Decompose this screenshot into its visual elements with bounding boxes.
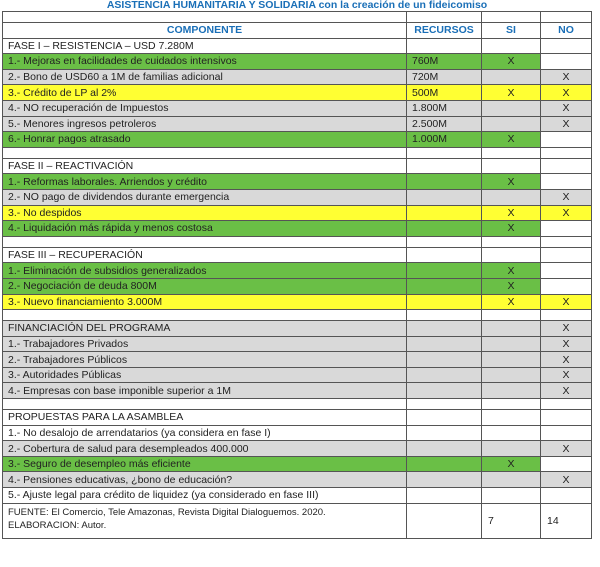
spacer-cell xyxy=(3,236,407,247)
table-row xyxy=(3,205,592,221)
table-row xyxy=(3,263,592,279)
section-heading-no: X xyxy=(541,321,592,337)
header-si: SI xyxy=(482,23,541,39)
row-si-mark xyxy=(482,383,541,399)
table-row xyxy=(3,221,592,237)
row-no-mark: X xyxy=(541,352,592,368)
row-label: 3.- Autoridades Públicas xyxy=(3,367,407,383)
table-row xyxy=(3,189,592,205)
row-no-mark xyxy=(541,488,592,504)
section-heading-no xyxy=(541,158,592,174)
row-no-mark: X xyxy=(541,472,592,488)
section-heading-row xyxy=(3,321,592,337)
table-container xyxy=(2,0,591,539)
row-label: 5.- Ajuste legal para crédito de liquidez (ya considerado en fase III) xyxy=(3,488,407,504)
row-no-mark: X xyxy=(541,100,592,116)
section-heading-recursos xyxy=(407,247,482,263)
row-si-mark: X xyxy=(482,221,541,237)
section-heading-row xyxy=(3,38,592,54)
row-no-mark: X xyxy=(541,69,592,85)
header-row xyxy=(3,23,592,39)
assistance-table xyxy=(2,0,592,539)
row-recursos: 720M xyxy=(407,69,482,85)
blank-row xyxy=(3,12,592,23)
row-label: 1.- Trabajadores Privados xyxy=(3,336,407,352)
section-heading: PROPUESTAS PARA LA ASAMBLEA xyxy=(3,410,407,426)
section-heading-row xyxy=(3,158,592,174)
spacer-cell xyxy=(407,236,482,247)
row-si-mark: X xyxy=(482,263,541,279)
spacer-cell xyxy=(3,147,407,158)
row-no-mark xyxy=(541,174,592,190)
row-si-mark xyxy=(482,116,541,132)
row-si-mark xyxy=(482,367,541,383)
table-row xyxy=(3,367,592,383)
row-no-mark: X xyxy=(541,189,592,205)
spacer-cell xyxy=(482,236,541,247)
section-heading-si xyxy=(482,321,541,337)
row-recursos: 1.800M xyxy=(407,100,482,116)
row-recursos xyxy=(407,336,482,352)
spacer-cell xyxy=(407,399,482,410)
section-heading-si xyxy=(482,158,541,174)
table-row xyxy=(3,132,592,148)
row-no-mark xyxy=(541,132,592,148)
row-recursos xyxy=(407,367,482,383)
section-heading-recursos xyxy=(407,410,482,426)
spacer-cell xyxy=(407,147,482,158)
table-row xyxy=(3,488,592,504)
row-si-mark: X xyxy=(482,294,541,310)
source-line: FUENTE: El Comercio, Tele Amazonas, Revista Digital Dialoguemos. 2020. xyxy=(8,506,326,518)
footer-row xyxy=(3,503,592,538)
section-heading-recursos xyxy=(407,158,482,174)
row-label: 3.- Crédito de LP al 2% xyxy=(3,85,407,101)
row-si-mark xyxy=(482,472,541,488)
row-no-mark: X xyxy=(541,336,592,352)
table-row xyxy=(3,441,592,457)
table-row xyxy=(3,54,592,70)
table-row xyxy=(3,174,592,190)
table-row xyxy=(3,383,592,399)
row-label: 4.- NO recuperación de Impuestos xyxy=(3,100,407,116)
footer-source xyxy=(3,503,407,538)
row-si-mark xyxy=(482,488,541,504)
row-no-mark xyxy=(541,263,592,279)
row-label: 4.- Empresas con base imponible superior a 1M xyxy=(3,383,407,399)
row-label: 6.- Honrar pagos atrasado xyxy=(3,132,407,148)
section-heading-row xyxy=(3,410,592,426)
row-label: 3.- Nuevo financiamiento 3.000M xyxy=(3,294,407,310)
spacer-cell xyxy=(407,310,482,321)
table-row xyxy=(3,425,592,441)
row-si-mark xyxy=(482,189,541,205)
table-row xyxy=(3,456,592,472)
row-recursos xyxy=(407,456,482,472)
table-title: ASISTENCIA HUMANITARIA Y SOLIDARIA con la creación de un fideicomiso xyxy=(106,0,488,11)
row-no-mark: X xyxy=(541,441,592,457)
row-recursos: 2.500M xyxy=(407,116,482,132)
spacer-row xyxy=(3,147,592,158)
row-recursos xyxy=(407,352,482,368)
table-row xyxy=(3,352,592,368)
row-no-mark xyxy=(541,425,592,441)
section-heading-si xyxy=(482,410,541,426)
row-recursos: 1.000M xyxy=(407,132,482,148)
row-recursos xyxy=(407,221,482,237)
spacer-cell xyxy=(3,310,407,321)
section-heading: FINANCIACIÓN DEL PROGRAMA xyxy=(3,321,407,337)
row-si-mark xyxy=(482,336,541,352)
row-label: 2.- Cobertura de salud para desempleados 400.000 xyxy=(3,441,407,457)
table-row xyxy=(3,69,592,85)
table-row xyxy=(3,278,592,294)
row-label: 3.- No despidos xyxy=(3,205,407,221)
row-label: 1.- No desalojo de arrendatarios (ya considera en fase I) xyxy=(3,425,407,441)
row-recursos: 500M xyxy=(407,85,482,101)
spacer-cell xyxy=(3,399,407,410)
spacer-row xyxy=(3,236,592,247)
spacer-row xyxy=(3,399,592,410)
header-no: NO xyxy=(541,23,592,39)
header-recursos: RECURSOS xyxy=(407,23,482,39)
row-recursos xyxy=(407,488,482,504)
row-no-mark: X xyxy=(541,294,592,310)
row-recursos xyxy=(407,174,482,190)
footer-recursos xyxy=(407,503,482,538)
table-row xyxy=(3,336,592,352)
row-si-mark: X xyxy=(482,54,541,70)
row-no-mark: X xyxy=(541,85,592,101)
section-heading-no xyxy=(541,247,592,263)
row-no-mark xyxy=(541,456,592,472)
row-si-mark: X xyxy=(482,278,541,294)
table-row xyxy=(3,85,592,101)
row-si-mark: X xyxy=(482,456,541,472)
row-recursos xyxy=(407,189,482,205)
row-no-mark: X xyxy=(541,383,592,399)
elaboracion-line: ELABORACION: Autor. xyxy=(8,519,107,531)
header-componente: COMPONENTE xyxy=(3,23,407,39)
spacer-cell xyxy=(482,147,541,158)
row-label: 1.- Reformas laborales. Arriendos y crédito xyxy=(3,174,407,190)
row-si-mark xyxy=(482,441,541,457)
no-total: 14 xyxy=(541,503,592,538)
spacer-cell xyxy=(541,236,592,247)
spacer-row xyxy=(3,310,592,321)
section-heading-recursos xyxy=(407,321,482,337)
row-recursos xyxy=(407,383,482,399)
row-no-mark: X xyxy=(541,116,592,132)
row-recursos xyxy=(407,472,482,488)
table-row xyxy=(3,294,592,310)
row-no-mark xyxy=(541,221,592,237)
row-recursos xyxy=(407,441,482,457)
row-label: 1.- Mejoras en facilidades de cuidados intensivos xyxy=(3,54,407,70)
section-heading-si xyxy=(482,247,541,263)
table-row xyxy=(3,100,592,116)
si-total: 7 xyxy=(482,503,541,538)
row-si-mark xyxy=(482,425,541,441)
row-label: 2.- NO pago de dividendos durante emergencia xyxy=(3,189,407,205)
row-recursos xyxy=(407,278,482,294)
section-heading-no xyxy=(541,410,592,426)
section-heading: FASE I – RESISTENCIA – USD 7.280M xyxy=(3,38,407,54)
row-no-mark xyxy=(541,54,592,70)
row-recursos xyxy=(407,425,482,441)
row-label: 1.- Eliminación de subsidios generalizados xyxy=(3,263,407,279)
section-heading: FASE II – REACTIVACIÓN xyxy=(3,158,407,174)
table-row xyxy=(3,472,592,488)
row-si-mark: X xyxy=(482,174,541,190)
spacer-cell xyxy=(541,399,592,410)
row-si-mark: X xyxy=(482,205,541,221)
row-no-mark: X xyxy=(541,367,592,383)
row-si-mark xyxy=(482,352,541,368)
row-si-mark: X xyxy=(482,85,541,101)
row-si-mark xyxy=(482,100,541,116)
spacer-cell xyxy=(482,399,541,410)
spacer-cell xyxy=(482,310,541,321)
spacer-cell xyxy=(541,147,592,158)
section-heading-row xyxy=(3,247,592,263)
row-recursos xyxy=(407,205,482,221)
row-label: 4.- Pensiones educativas, ¿bono de educación? xyxy=(3,472,407,488)
spacer-cell xyxy=(541,310,592,321)
row-recursos: 760M xyxy=(407,54,482,70)
section-heading: FASE III – RECUPERACIÓN xyxy=(3,247,407,263)
row-no-mark: X xyxy=(541,205,592,221)
row-si-mark xyxy=(482,69,541,85)
row-label: 2.- Bono de USD60 a 1M de familias adicional xyxy=(3,69,407,85)
row-recursos xyxy=(407,294,482,310)
table-row xyxy=(3,116,592,132)
row-label: 4.- Liquidación más rápida y menos costosa xyxy=(3,221,407,237)
row-label: 2.- Negociación de deuda 800M xyxy=(3,278,407,294)
row-no-mark xyxy=(541,278,592,294)
section-heading-no xyxy=(541,38,592,54)
section-heading-si xyxy=(482,38,541,54)
title-row xyxy=(3,0,592,12)
table-body xyxy=(3,0,592,538)
row-si-mark: X xyxy=(482,132,541,148)
row-label: 2.- Trabajadores Públicos xyxy=(3,352,407,368)
row-recursos xyxy=(407,263,482,279)
section-heading-recursos xyxy=(407,38,482,54)
row-label: 5.- Menores ingresos petroleros xyxy=(3,116,407,132)
row-label: 3.- Seguro de desempleo más eficiente xyxy=(3,456,407,472)
